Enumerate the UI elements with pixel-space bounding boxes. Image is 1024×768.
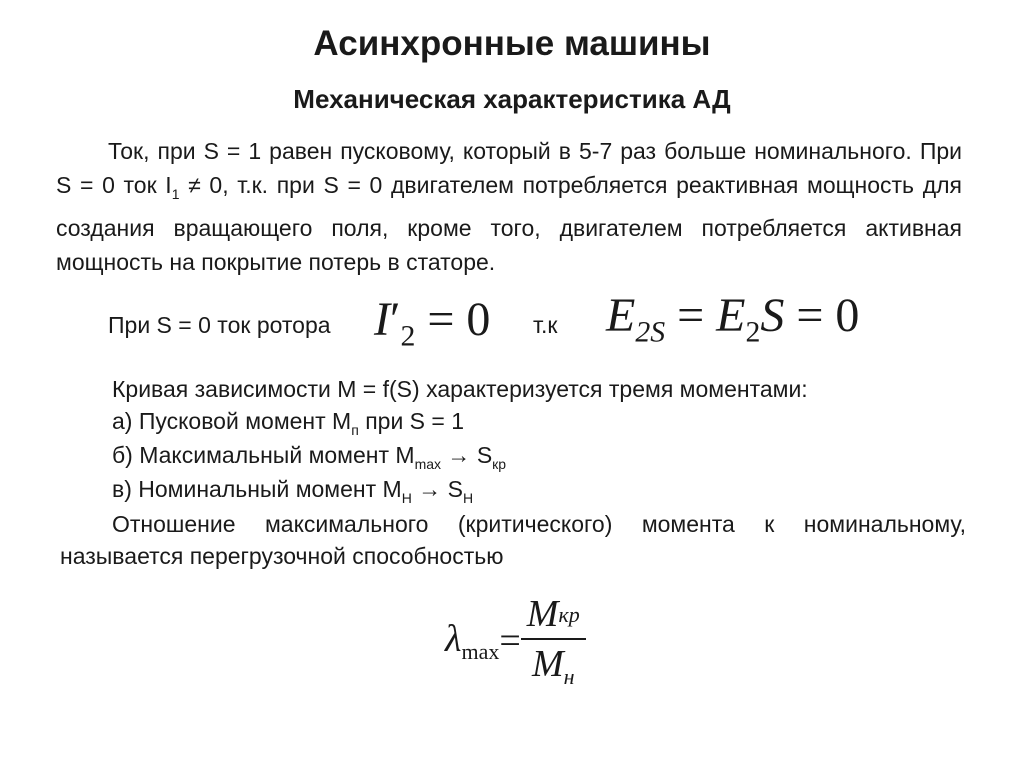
formula-emf-sub2: 2 <box>745 315 761 349</box>
formula-emf <box>606 289 860 356</box>
formula-rotor-current-subscript: 2 <box>400 319 416 353</box>
moment-maximum-subscript: max <box>414 456 442 472</box>
formula-lambda-subscript: max <box>461 639 500 664</box>
current-subscript: 1 <box>171 186 180 202</box>
formula-numerator-symbol: M <box>526 593 559 635</box>
moment-nominal-slip-subscript: Н <box>462 490 474 506</box>
formula-rotor-current <box>374 293 491 360</box>
moments-intro: Кривая зависимости М = f(S) характеризуется тремя моментами: <box>112 376 808 402</box>
formula-lambda-symbol: λ <box>445 618 462 660</box>
formula-overload-capacity <box>445 592 586 690</box>
arrow-icon: → <box>441 442 477 468</box>
not-equal-sign: ≠ <box>179 172 210 198</box>
formula-lambda <box>445 617 499 665</box>
formula-emf-eq1: = <box>665 289 717 342</box>
formula-emf-e1: E <box>606 289 636 342</box>
paragraph-overload: Отношение максимального (критического) момента к номинальному, называется перегрузочной способностью <box>60 511 966 569</box>
moment-starting-label: а) Пусковой момент М <box>112 408 352 434</box>
formula-rotor-current-symbol: I <box>374 293 390 346</box>
because-label: т.к <box>533 312 558 338</box>
page-title: Асинхронные машины <box>313 24 711 63</box>
formula-numerator-subscript: кр <box>558 602 580 627</box>
moment-maximum-label: б) Максимальный момент М <box>112 442 415 468</box>
formula-emf-eq2: = 0 <box>784 289 860 342</box>
moment-maximum-slip-subscript: кр <box>492 456 507 472</box>
formula-emf-s: S <box>760 289 785 342</box>
formula-prime: ′ <box>389 293 401 346</box>
paragraph-current <box>56 134 962 279</box>
formula-denominator-symbol: M <box>531 643 564 685</box>
formula-lambda-equals: = <box>499 620 521 662</box>
formula-fraction <box>521 592 586 690</box>
moment-nominal-subscript: Н <box>401 490 412 506</box>
paragraph-current-part1: Ток, при S = 1 равен пусковому, который в 5-7 раз больше номинального. При S = 0 ток I <box>56 138 962 198</box>
formula-rotor-current-rhs: = 0 <box>415 293 491 346</box>
formula-emf-e2: E <box>716 289 746 342</box>
moment-nominal-slip: S <box>447 476 463 502</box>
formula-denominator <box>521 640 586 690</box>
moment-starting-subscript: п <box>351 422 359 438</box>
formula-denominator-subscript: н <box>563 664 575 689</box>
formula-numerator <box>521 592 586 640</box>
formula-emf-sub1: 2S <box>635 315 666 349</box>
moment-maximum-slip: S <box>476 442 493 468</box>
moment-nominal-label: в) Номинальный момент М <box>112 476 402 502</box>
paragraph-current-part2: 0, т.к. при S = 0 двигателем потребляется реактивная мощность для создания вращающего поля, кроме того, двигателем потребляется активная мощность на покрытие потерь в статоре. <box>56 172 962 275</box>
arrow-icon: → <box>411 476 448 502</box>
moment-starting-condition: при S = 1 <box>358 408 465 434</box>
rotor-current-label: При S = 0 ток ротора <box>108 312 331 338</box>
page-subtitle: Механическая характеристика АД <box>293 84 731 114</box>
